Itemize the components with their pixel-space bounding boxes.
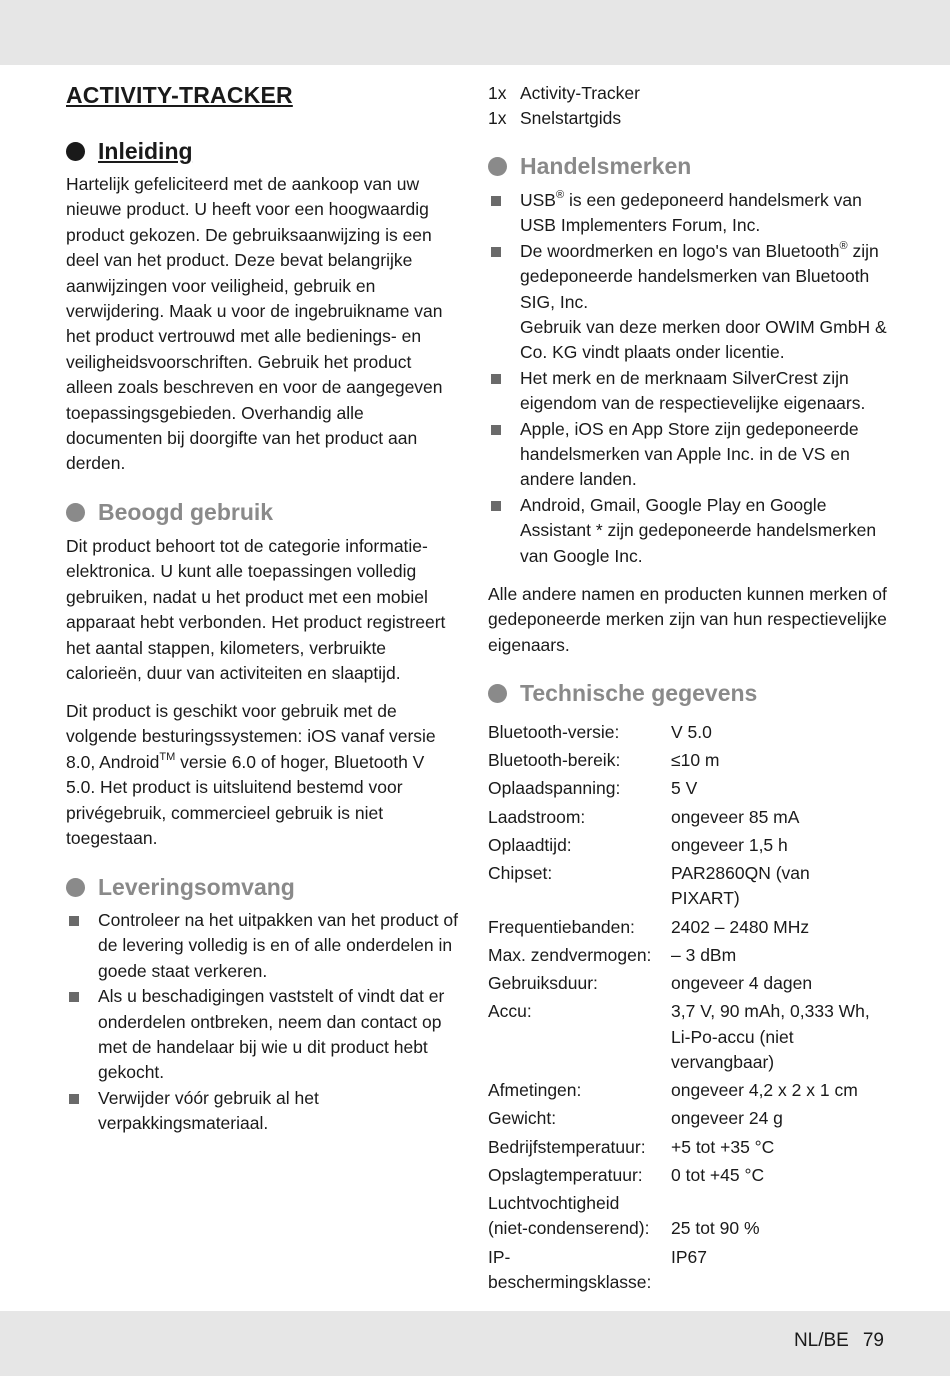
list-item: Controleer na het uitpakken van het product of de levering volledig is en of alle onderdelen in goede staat verkeren. — [66, 908, 458, 984]
page-number: 79 — [862, 1330, 884, 1351]
language-code: NL/BE — [793, 1330, 849, 1351]
heading-beoogd-gebruik: Beoogd gebruik — [66, 499, 273, 526]
list-item: 1x Snelstartgids — [488, 108, 622, 129]
list-item: USB® is een gedeponeerd handelsmerk van USB Implementers Forum, Inc. — [488, 188, 888, 239]
handelsmerken-list — [488, 188, 888, 569]
table-row: Accu: 3,7 V, 90 mAh, 0,333 Wh, Li-Po-accu (niet vervangbaar) — [488, 1001, 870, 1073]
table-row: Gewicht: ongeveer 24 g — [488, 1108, 783, 1129]
square-bullet-icon — [69, 916, 79, 926]
table-row: Bedrijfstemperatuur: +5 tot +35 °C — [488, 1136, 775, 1157]
bullet-dot-icon — [488, 684, 507, 703]
square-bullet-icon — [491, 196, 501, 206]
bullet-dot-icon — [66, 142, 85, 161]
beoogd-text-2: Dit product is geschikt voor gebruik met de volgende besturingssystemen: iOS vanaf versie 8.0, Android™ versie 6.0 of hoger, Bluetooth V 5.0. Het product is uitsluitend bestemd voor privégebruik, commercieel gebruik is niet toegestaan. — [66, 701, 436, 849]
square-bullet-icon — [69, 1094, 79, 1104]
document-title: ACTIVITY-TRACKER — [66, 82, 293, 108]
heading-leveringsomvang: Leveringsomvang — [66, 874, 295, 901]
bullet-dot-icon — [66, 878, 85, 897]
list-item: Als u beschadigingen vaststelt of vindt dat er onderdelen ontbreken, neem dan contact op met de handelaar bij wie u dit product hebt gekocht. — [66, 984, 458, 1086]
square-bullet-icon — [69, 992, 79, 1002]
inleiding-text: Hartelijk gefeliciteerd met de aankoop van uw nieuwe product. U heeft voor een hoogwaardig product gekozen. De gebruiksaanwijzing is een deel van het product. Deze bevat belangrijke aanwijzingen voor veiligheid, gebruik en verwijdering. Maak u voor de ingebruikname van het product vertrouwd met alle bedienings- en veiligheidsvoorschriften. Gebruik het product alleen zoals beschreven en voor de aangegeven toepassingsgebieden. Overhandig alle documenten bij doorgifte van het product aan derden. — [66, 174, 443, 474]
square-bullet-icon — [491, 374, 501, 384]
list-item: Het merk en de merknaam SilverCrest zijn eigendom van de respectievelijke eigenaars. — [488, 366, 888, 417]
table-row: Max. zendvermogen: – 3 dBm — [488, 944, 737, 965]
square-bullet-icon — [491, 501, 501, 511]
heading-technische-gegevens: Technische gegevens — [488, 680, 757, 707]
list-item: De woordmerken en logo's van Bluetooth® zijn gedeponeerde handelsmerken van Bluetooth SIG, Inc. Gebruik van deze merken door OWIM GmbH & Co. KG vindt plaats onder licentie. — [488, 239, 888, 366]
heading-inleiding: Inleiding — [66, 138, 193, 165]
list-item: Android, Gmail, Google Play en Google Assistant * zijn gedeponeerde handelsmerken van Google Inc. — [488, 493, 888, 569]
table-row: Chipset: PAR2860QN (van PIXART) — [488, 863, 810, 909]
table-row: Bluetooth-versie: V 5.0 — [488, 722, 712, 742]
specs-table — [488, 720, 881, 1298]
beoogd-text-1: Dit product behoort tot de categorie informatie-elektronica. U kunt alle toepassingen volledig gebruiken, nadat u het product met een mobiel apparaat hebt verbonden. Het product registreert het aantal stappen, kilometers, verbruikte calorieën, duur van activiteiten en slaaptijd. — [66, 536, 446, 684]
levering-list — [66, 908, 458, 1137]
table-row: Luchtvochtigheid (niet-condenserend): 25 tot 90 % — [488, 1193, 760, 1239]
header-band — [0, 0, 950, 65]
table-row: Gebruiksduur: ongeveer 4 dagen — [488, 973, 813, 994]
handelsmerken-closing: Alle andere namen en producten kunnen merken of gedeponeerde merken zijn van hun respectievelijke eigenaars. — [488, 584, 887, 655]
square-bullet-icon — [491, 425, 501, 435]
list-item: Apple, iOS en App Store zijn gedeponeerde handelsmerken van Apple Inc. in de VS en andere landen. — [488, 417, 888, 493]
table-row: Frequentiebanden: 2402 – 2480 MHz — [488, 916, 810, 937]
table-row: Oplaadspanning: 5 V — [488, 778, 698, 799]
table-row: Afmetingen: ongeveer 4,2 x 2 x 1 cm — [488, 1080, 858, 1101]
list-item: Verwijder vóór gebruik al het verpakkingsmateriaal. — [66, 1086, 458, 1137]
table-row: Opslagtemperatuur: 0 tot +45 °C — [488, 1164, 765, 1185]
heading-handelsmerken: Handelsmerken — [488, 153, 691, 180]
list-item: 1x Activity-Tracker — [488, 83, 640, 103]
bullet-dot-icon — [488, 157, 507, 176]
bullet-dot-icon — [66, 503, 85, 522]
page-footer — [794, 1330, 884, 1352]
table-row: IP-beschermingsklasse: IP67 — [488, 1246, 707, 1293]
square-bullet-icon — [491, 247, 501, 257]
table-row: Laadstroom: ongeveer 85 mA — [488, 806, 800, 827]
package-contents — [488, 81, 888, 132]
table-row: Oplaadtijd: ongeveer 1,5 h — [488, 834, 788, 855]
table-row: Bluetooth-bereik: ≤10 m — [488, 750, 720, 771]
